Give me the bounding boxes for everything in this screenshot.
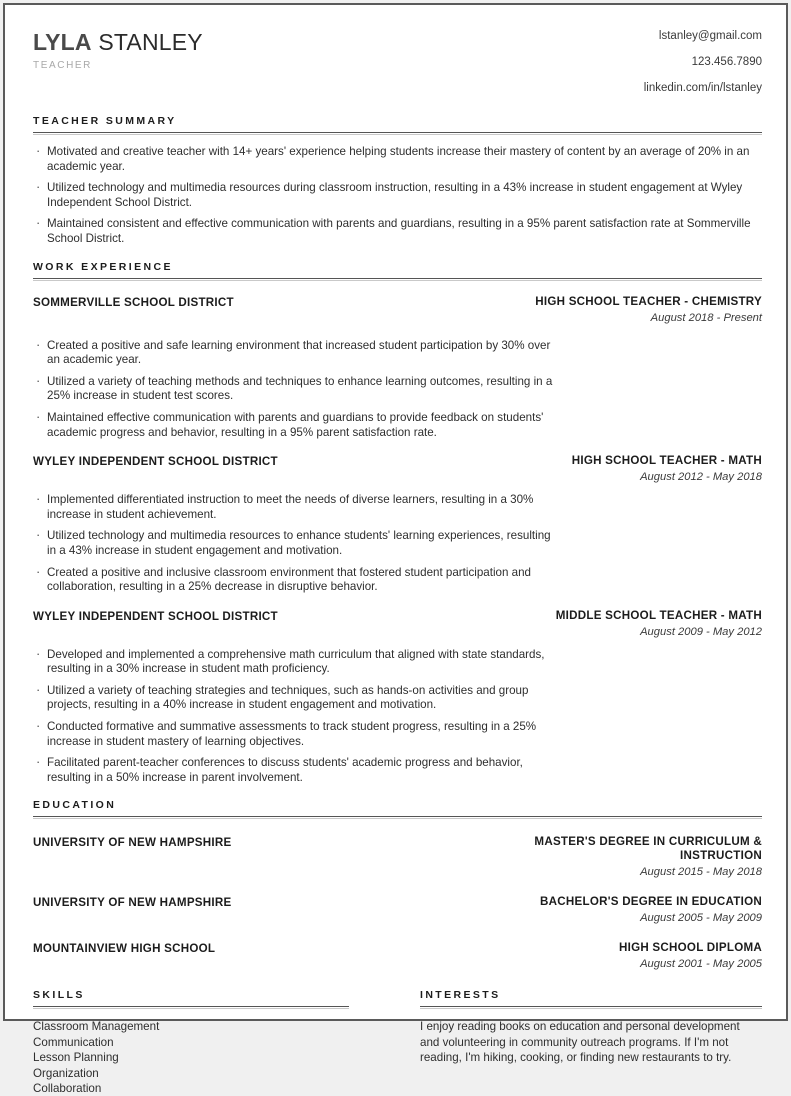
entry-meta (556, 609, 762, 639)
resume-header (33, 27, 762, 101)
section-skills (33, 989, 420, 1096)
skills-list (33, 1019, 420, 1096)
job-dates: August 2018 - Present (650, 311, 762, 324)
school-name: UNIVERSITY OF NEW HAMPSHIRE (33, 836, 232, 850)
section-divider (33, 1006, 349, 1009)
experience-bullet-list (33, 493, 762, 595)
page-title (33, 29, 203, 55)
degree-title: HIGH SCHOOL DIPLOMA (618, 941, 762, 955)
list-item: · Created a positive and inclusive classroom environment that fostered student participation and collaboration, resulting in a 25% decrease in disruptive behavior. (33, 566, 555, 595)
employer-name: SOMMERVILLE SCHOOL DISTRICT (33, 295, 234, 309)
education-entry (33, 895, 762, 925)
job-title: HIGH SCHOOL TEACHER - CHEMISTRY (535, 294, 762, 308)
entry-meta (502, 835, 762, 879)
entry-meta (619, 941, 762, 971)
degree-dates: August 2005 - May 2009 (640, 912, 762, 925)
experience-entry (33, 295, 762, 441)
list-item: · Utilized technology and multimedia resources during classroom instruction, resulting in a 43% increase in student engagement at Wyley Independent School District. (33, 181, 762, 210)
section-divider (33, 278, 762, 281)
job-title: HIGH SCHOOL TEACHER - MATH (571, 454, 762, 468)
list-item: · Facilitated parent-teacher conferences to discuss students' academic progress and behavior, resulting in a 50% increase in parent involvement. (33, 756, 555, 785)
entry-header (33, 895, 762, 925)
summary-bullet-list (33, 145, 762, 247)
job-dates: August 2012 - May 2018 (640, 471, 762, 484)
job-title: MIDDLE SCHOOL TEACHER - MATH (555, 608, 762, 622)
list-item: Organization (33, 1066, 99, 1080)
degree-title: MASTER'S DEGREE IN CURRICULUM & INSTRUCTION (534, 835, 762, 863)
contact-linkedin[interactable]: linkedin.com/in/lstanley (643, 82, 762, 94)
interests-text: I enjoy reading books on education and personal development and volunteering in community outreach programs. If I'm not reading, I'm hiking, cooking, or finding new restaurants to try. (420, 1020, 740, 1064)
list-item: · Maintained effective communication with parents and guardians to provide feedback on students' academic progress and behavior, resulting in a 95% parent satisfaction rate. (33, 411, 555, 440)
degree-dates: August 2001 - May 2005 (640, 958, 762, 971)
employer-name: WYLEY INDEPENDENT SCHOOL DISTRICT (33, 455, 278, 469)
section-heading-summary: TEACHER SUMMARY (33, 115, 177, 127)
list-item: · Maintained consistent and effective communication with parents and guardians, resulting in a 95% parent satisfaction rate at Sommerville School District. (33, 217, 762, 246)
entry-meta (572, 454, 762, 484)
first-name: LYLA (33, 29, 92, 55)
school-name: UNIVERSITY OF NEW HAMPSHIRE (33, 896, 232, 910)
section-divider (33, 816, 762, 819)
section-divider (33, 132, 762, 135)
list-item: Collaboration (33, 1082, 102, 1096)
experience-entry (33, 454, 762, 595)
entry-header (33, 454, 762, 484)
job-dates: August 2009 - May 2012 (640, 625, 762, 638)
education-entry (33, 941, 762, 971)
section-heading-skills: SKILLS (33, 989, 85, 1002)
section-heading-experience: WORK EXPERIENCE (33, 260, 173, 273)
list-item: Classroom Management (33, 1020, 160, 1034)
list-item: · Implemented differentiated instruction to meet the needs of diverse learners, resulting in a 30% increase in student achievement. (33, 493, 555, 522)
list-item: · Utilized technology and multimedia resources to enhance students' learning experiences, resulting in a 43% increase in student engagement and motivation. (33, 529, 555, 558)
resume-page (3, 3, 788, 1096)
section-experience (33, 261, 762, 786)
section-interests (420, 989, 762, 1096)
job-role: TEACHER (33, 60, 92, 71)
list-item: · Utilized a variety of teaching methods and techniques to enhance learning outcomes, resulting in a 25% increase in student test scores. (33, 375, 555, 404)
list-item: · Developed and implemented a comprehensive math curriculum that aligned with state standards, resulting in a 30% increase in student math proficiency. (33, 648, 555, 677)
section-heading-education: EDUCATION (33, 799, 117, 812)
degree-title: BACHELOR'S DEGREE IN EDUCATION (540, 895, 762, 909)
section-divider (420, 1006, 762, 1009)
section-heading-interests: INTERESTS (420, 989, 501, 1002)
list-item: · Utilized a variety of teaching strategies and techniques, such as hands-on activities and group projects, resulting in a 40% increase in student engagement and motivation. (33, 684, 555, 713)
employer-name: WYLEY INDEPENDENT SCHOOL DISTRICT (33, 609, 278, 623)
entry-header (33, 295, 762, 325)
bottom-columns (33, 989, 762, 1096)
section-education (33, 799, 762, 971)
experience-entry (33, 609, 762, 786)
education-entry (33, 835, 762, 879)
experience-bullet-list (33, 339, 762, 441)
contact-info (644, 27, 762, 95)
entry-meta (535, 295, 762, 325)
entry-header (33, 941, 762, 971)
list-item: · Created a positive and safe learning environment that increased student participation by 30% over an academic year. (33, 339, 555, 368)
entry-header (33, 609, 762, 639)
contact-email[interactable]: lstanley@gmail.com (658, 30, 762, 42)
degree-dates: August 2015 - May 2018 (640, 866, 762, 879)
list-item: · Conducted formative and summative assessments to track student progress, resulting in a 25% increase in student mastery of learning objectives. (33, 720, 555, 749)
entry-meta (540, 895, 762, 925)
list-item: · Motivated and creative teacher with 14+ years' experience helping students increase their mastery of content by an average of 20% in an academic year. (33, 145, 762, 174)
entry-header (33, 835, 762, 879)
experience-bullet-list (33, 648, 762, 786)
list-item: Communication (33, 1035, 114, 1049)
contact-phone[interactable]: 123.456.7890 (691, 56, 762, 68)
school-name: MOUNTAINVIEW HIGH SCHOOL (33, 942, 216, 956)
name-block (33, 27, 203, 71)
section-summary (33, 115, 762, 247)
list-item: Lesson Planning (33, 1051, 119, 1065)
last-name-text: STANLEY (98, 29, 203, 55)
